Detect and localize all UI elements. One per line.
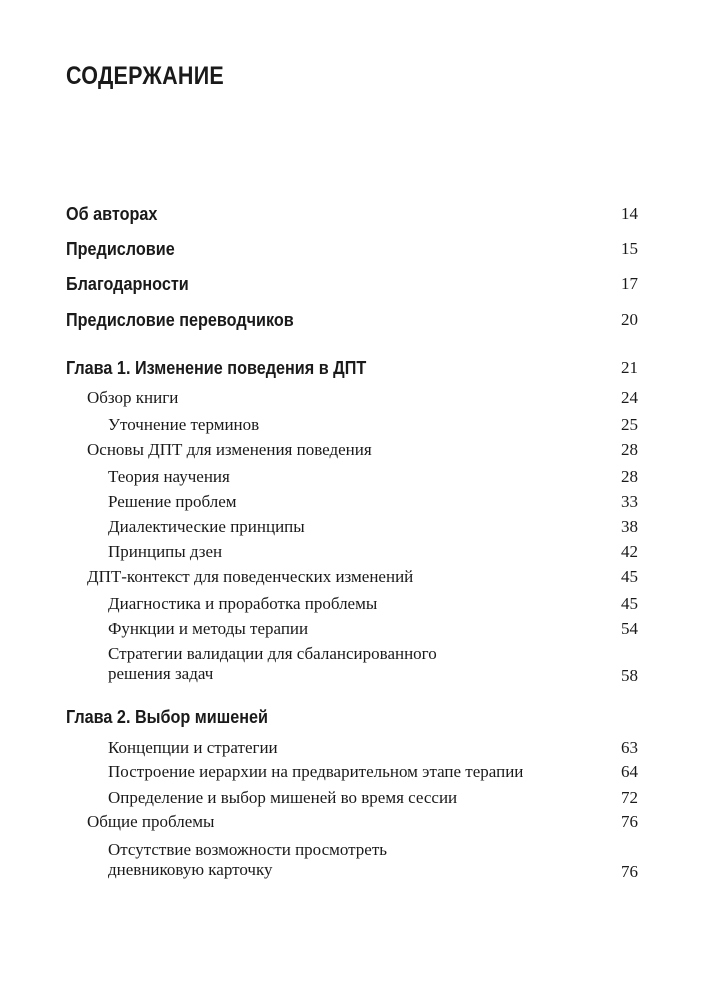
toc-entry-label: Построение иерархии на предварительном этапе терапии [108,762,524,781]
toc-entry-label-line: дневниковую карточку [108,860,273,879]
toc-entry-label: Решение проблем [108,492,237,511]
toc-entry-page: 33 [621,492,638,511]
toc-entry-page: 42 [621,542,638,561]
toc-entry-label: ДПТ-контекст для поведенческих изменений [87,567,414,586]
toc-entry-page: 17 [621,274,638,293]
toc-entry-page: 15 [621,239,638,258]
toc-entry-label: Диалектические принципы [108,517,305,536]
toc-entry-label: Об авторах [66,204,158,224]
toc-entry-page: 58 [621,666,638,685]
toc-entry-page: 24 [621,388,638,407]
page-title: СОДЕРЖАНИЕ [66,62,225,90]
toc-entry-page: 38 [621,517,638,536]
toc-entry-page: 28 [621,440,638,459]
toc-entry-label: Принципы дзен [108,542,223,561]
toc-entry-label: Предисловие переводчиков [66,310,294,330]
toc-entry-label [108,840,387,880]
toc-entry-page: 76 [621,862,638,881]
toc-entry-page: 72 [621,788,638,807]
toc-entry-label: Глава 1. Изменение поведения в ДПТ [66,358,367,378]
toc-entry-page: 20 [621,310,638,329]
toc-entry-page: 54 [621,619,638,638]
toc-entry-label: Общие проблемы [87,812,215,831]
toc-entry-label: Основы ДПТ для изменения поведения [87,440,372,459]
toc-entry-page: 25 [621,415,638,434]
toc-entry-page: 63 [621,738,638,757]
toc-entry-label: Благодарности [66,274,189,294]
toc-entry-label-line: Отсутствие возможности просмотреть [108,840,388,859]
toc-entry-label: Теория научения [108,467,230,486]
toc-entry-page: 76 [621,812,638,831]
toc-entry-page: 64 [621,762,638,781]
toc-entry-label: Диагностика и проработка проблемы [108,594,378,613]
toc-entry-label: Предисловие [66,239,175,259]
toc-entry-label-line: решения задач [108,664,214,683]
toc-entry-label: Глава 2. Выбор мишеней [66,707,268,727]
toc-entry-label: Функции и методы терапии [108,619,309,638]
toc-entry-label [108,644,437,684]
toc-entry-page: 28 [621,467,638,486]
toc-entry-label-line: Стратегии валидации для сбалансированного [108,644,437,663]
toc-entry-page: 21 [621,358,638,377]
toc-entry-label: Определение и выбор мишеней во время сессии [108,788,458,807]
toc-entry-page: 45 [621,567,638,586]
toc-entry-page: 45 [621,594,638,613]
toc-entry-label: Обзор книги [87,388,179,407]
toc-entry-page: 14 [621,204,638,223]
toc-entry-label: Уточнение терминов [108,415,260,434]
toc-entry-label: Концепции и стратегии [108,738,278,757]
